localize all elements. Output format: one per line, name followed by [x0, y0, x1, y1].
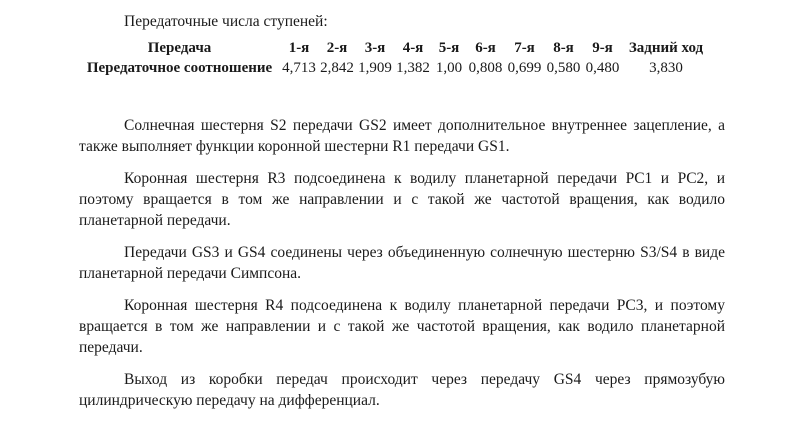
ratio-cell: 0,699: [507, 60, 542, 76]
ratio-cell: 0,808: [468, 60, 503, 76]
gear-ratio-table: [79, 38, 710, 78]
gear-header: 5-я: [438, 40, 460, 56]
table-row: [79, 58, 710, 78]
ratio-cell: 0,480: [585, 60, 620, 76]
paragraph: Выход из коробки передач происходит через передачу GS4 через прямозубую цилиндрическую передачу на дифференциал.: [79, 371, 725, 409]
gear-header: 7-я: [514, 40, 535, 56]
gear-header: 6-я: [475, 40, 496, 56]
ratio-cell: 0,580: [546, 60, 581, 76]
gear-header: 8-я: [553, 40, 574, 56]
intro-heading: Передаточные числа ступеней:: [124, 13, 328, 30]
gear-header: Задний ход: [628, 40, 704, 56]
gear-header: 1-я: [288, 40, 310, 56]
table-header-row: [79, 38, 710, 58]
ratio-cell: 4,713: [282, 60, 316, 76]
paragraph: Коронная шестерня R4 подсоединена к водилу планетарной передачи PC3, и поэтому вращается в том же направлении и с такой же частотой вращения, как водило планетарной передачи.: [79, 297, 725, 356]
ratio-cell: 1,909: [358, 60, 392, 76]
gear-header: 9-я: [592, 40, 613, 56]
paragraph: Коронная шестерня R3 подсоединена к водилу планетарной передачи PC1 и PC2, и поэтому вращается в том же направлении и с такой же частотой вращения, как водило планетарной передачи.: [79, 170, 725, 229]
ratio-cell: 2,842: [320, 60, 354, 76]
ratio-cell: 1,00: [435, 60, 463, 76]
paragraph: Передачи GS3 и GS4 соединены через объединенную солнечную шестерню S3/S4 в виде планетарной передачи Симпсона.: [79, 244, 725, 282]
gear-header: 2-я: [326, 40, 348, 56]
paragraph: Солнечная шестерня S2 передачи GS2 имеет дополнительное внутреннее зацепление, а также выполняет функции коронной шестерни R1 передачи GS1.: [79, 117, 725, 155]
header-label: Передача: [147, 40, 212, 56]
gear-header: 4-я: [402, 40, 424, 56]
gear-header: 3-я: [364, 40, 386, 56]
body-text: [79, 115, 725, 422]
ratio-cell: 1,382: [396, 60, 430, 76]
ratio-cell: 3,830: [649, 60, 683, 76]
row-label: Передаточное соотношение: [86, 60, 273, 76]
